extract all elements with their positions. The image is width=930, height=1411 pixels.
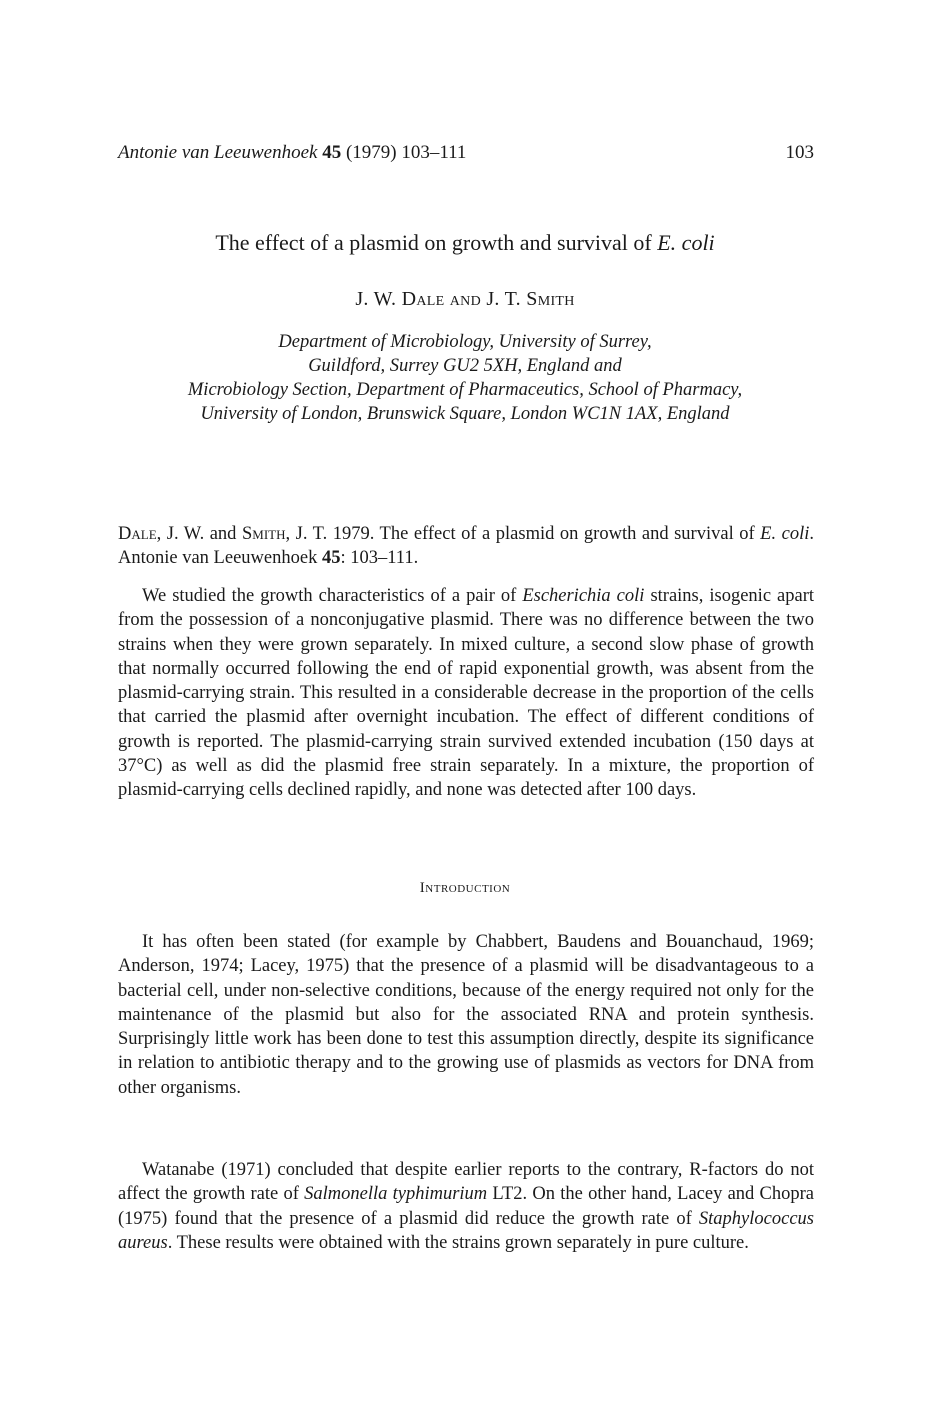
species-name: Salmonella typhimurium [304, 1184, 488, 1205]
title-text: The effect of a plasmid on growth and survival of [215, 230, 652, 255]
affiliations [0, 330, 930, 426]
paragraph-text: Watanabe (1971) concluded that despite earlier reports to the contrary, R-factors do not affect the growth rate of [118, 1160, 814, 1205]
affiliation-line: Microbiology Section, Department of Pharmaceutics, School of Pharmacy, [187, 380, 743, 400]
affiliation-line: Department of Microbiology, University of Surrey, [278, 332, 652, 352]
author1-surname: Dale [401, 288, 445, 310]
citation-journal: . Antonie van Leeuwenhoek [118, 524, 814, 569]
abstract-text: strains, isogenic apart from the possession of a nonconjugative plasmid. There was no difference between the two strains when they were grown separately. In mixed culture, a second slow phase of growth that normally occurred following the end of rapid exponential growth, was absent from the plasmid-carrying strain. This resulted in a considerable decrease in the proportion of the cells that carried the plasmid after overnight incubation. The effect of different conditions of growth is reported. The plasmid-carrying strain survived extended incubation (150 days at 37°C) as well as did the plasmid free strain separately. In a mixture, the proportion of plasmid-carrying cells declined rapidly, and none was detected after 100 days. [118, 586, 815, 801]
citation-text: , J. W. and [156, 524, 242, 544]
author1-initials: J. W. [355, 288, 397, 310]
affiliation-line: Guildford, Surrey GU2 5XH, England and [308, 356, 622, 376]
author-conjunction: and [449, 288, 481, 310]
author2-surname: Smith [526, 288, 575, 310]
journal-year-pages: (1979) 103–111 [345, 142, 467, 163]
author-line [0, 288, 930, 311]
citation-text: , J. T. 1979. The effect of a plasmid on growth and survival of [285, 524, 761, 544]
intro-paragraph: It has often been stated (for example by Chabbert, Baudens and Bouanchaud, 1969; Anderson, 1974; Lacey, 1975) that the presence of a plasmid will be disadvantageous to a bacterial cell, under non-selective conditions, because of the energy required not only for the maintenance of the plasmid but also for the associated RNA and protein synthesis. Surprisingly little work has been done to test this assumption directly, despite its significance in relation to antibiotic therapy and to the growing use of plasmids as vectors for DNA from other organisms. [118, 932, 814, 1098]
abstract-text: We studied the growth characteristics of a pair of [142, 586, 523, 606]
citation-author1: Dale [118, 524, 157, 544]
paragraph-text: . These results were obtained with the strains grown separately in pure culture. [167, 1232, 749, 1253]
citation-species: E. coli [760, 524, 810, 544]
abstract-species: Escherichia coli [522, 586, 645, 606]
paragraph-text: LT2. On the other hand, Lacey and Chopra (1975) found that the presence of a plasmid did reduce the growth rate of [118, 1184, 814, 1229]
intro-paragraph [118, 1158, 814, 1255]
title-species: E. coli [657, 230, 715, 255]
journal-name: Antonie van Leeuwenhoek [118, 142, 318, 163]
citation [118, 522, 814, 571]
section-heading: Introduction [419, 880, 511, 896]
citation-author2: Smith [241, 524, 286, 544]
journal-reference [118, 142, 466, 164]
species-name: Staphylococcus aureus [118, 1208, 814, 1253]
journal-volume: 45 [322, 142, 342, 163]
running-head [118, 142, 814, 166]
author2-initials: J. T. [486, 288, 521, 310]
citation-pages: : 103–111. [340, 548, 419, 569]
article-title [0, 230, 930, 256]
citation-volume: 45 [321, 548, 341, 569]
abstract [118, 584, 814, 803]
page-number: 103 [785, 142, 814, 163]
affiliation-line: University of London, Brunswick Square, London WC1N 1AX, England [200, 404, 730, 424]
